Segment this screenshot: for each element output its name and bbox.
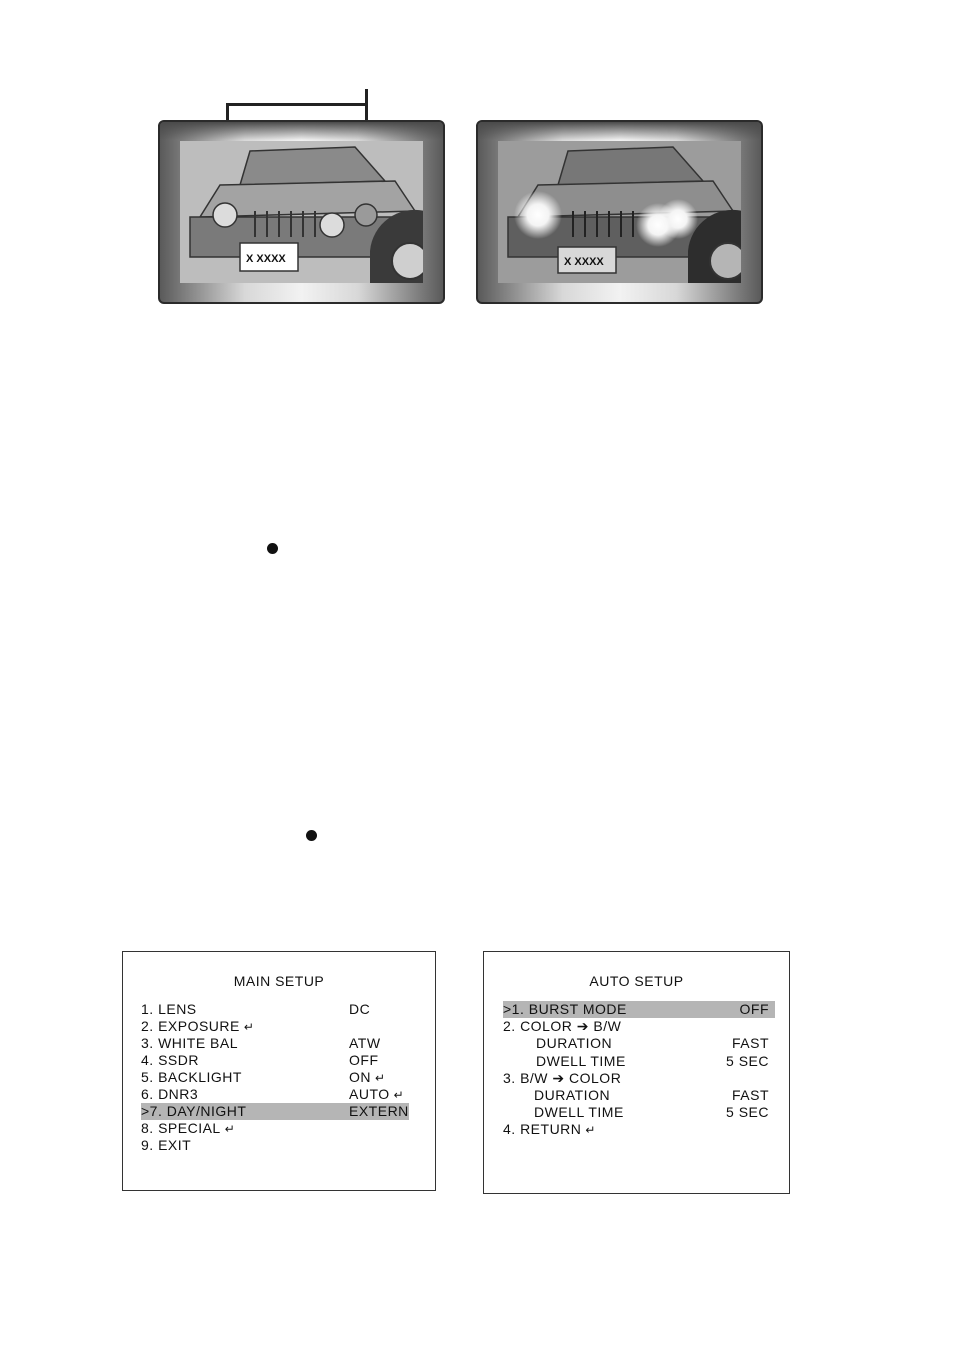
bullet-2 [306,830,317,841]
enter-icon: ↵ [224,1122,236,1136]
enter-icon: ↵ [375,1071,386,1085]
main-setup-item-label: 4. SSDR [141,1052,199,1068]
auto-setup-item-value: 5 SEC [726,1052,769,1069]
main-setup-item-label: 9. EXIT [141,1137,192,1153]
monitor-image-left [158,120,445,304]
main-setup-item[interactable] [141,1137,409,1154]
main-setup-item-value: ON ↵ [349,1069,386,1085]
main-setup-item-label: 6. DNR3 [141,1086,199,1102]
main-setup-item-value: OFF [349,1052,379,1068]
main-setup-item-label: 8. SPECIAL ↵ [141,1120,236,1136]
main-setup-item-value: DC [349,1001,371,1017]
truck-scene-right [498,141,741,283]
main-setup-item-label: 1. LENS [141,1001,197,1017]
bullet-1 [267,543,278,554]
main-setup-item[interactable] [141,1069,409,1086]
auto-setup-item-label: DWELL TIME [534,1104,624,1121]
main-setup-item-value: AUTO ↵ [349,1086,405,1102]
auto-setup-item-value: OFF [739,1001,769,1017]
main-setup-menu [122,951,436,1191]
auto-setup-item-label: 2. COLOR ➔ B/W [503,1018,622,1035]
auto-setup-item[interactable] [503,1121,775,1138]
main-setup-item-label: 2. EXPOSURE ↵ [141,1018,255,1034]
auto-setup-item-label: 4. RETURN ↵ [503,1121,596,1138]
auto-setup-item[interactable] [503,1104,775,1121]
main-setup-item-value: EXTERN [349,1103,409,1119]
main-setup-item[interactable] [141,1001,409,1018]
auto-setup-item-label: DWELL TIME [536,1052,626,1069]
main-setup-item[interactable] [141,1018,409,1035]
main-setup-item-label: 3. WHITE BAL [141,1035,239,1051]
main-setup-item[interactable] [141,1086,409,1103]
headlight-callout-stem [365,89,368,103]
auto-setup-item[interactable] [503,1087,775,1104]
auto-setup-item-label: >1. BURST MODE [503,1001,627,1017]
enter-icon: ↵ [393,1088,405,1102]
auto-setup-item-label: DURATION [536,1035,613,1052]
auto-setup-item-value: FAST [731,1035,769,1052]
auto-setup-item-value: 5 SEC [726,1104,769,1121]
enter-icon: ↵ [585,1123,596,1138]
auto-setup-item-value: FAST [731,1087,769,1103]
auto-setup-item[interactable] [503,1035,775,1052]
main-setup-item[interactable] [141,1035,409,1052]
truck-scene-left [180,141,423,283]
main-setup-item[interactable] [141,1120,409,1137]
enter-icon: ↵ [243,1020,255,1034]
auto-setup-item-label: DURATION [534,1087,611,1103]
auto-setup-menu [483,951,790,1194]
main-setup-item-label: >7. DAY/NIGHT [141,1103,247,1119]
auto-setup-item[interactable] [503,1070,775,1087]
license-plate-left: X XXXX [246,253,286,265]
auto-setup-title: AUTO SETUP [589,973,684,989]
main-setup-item[interactable] [141,1103,409,1120]
auto-setup-item[interactable] [503,1053,775,1070]
main-setup-item-label: 5. BACKLIGHT [141,1069,242,1085]
main-setup-item[interactable] [141,1052,409,1069]
auto-setup-item-label: 3. B/W ➔ COLOR [503,1069,622,1086]
main-setup-title: MAIN SETUP [233,973,325,989]
auto-setup-item[interactable] [503,1018,775,1035]
license-plate-right: X XXXX [564,256,604,268]
monitor-image-right [476,120,763,304]
main-setup-item-value: ATW [349,1035,381,1051]
auto-setup-item[interactable] [503,1001,775,1018]
